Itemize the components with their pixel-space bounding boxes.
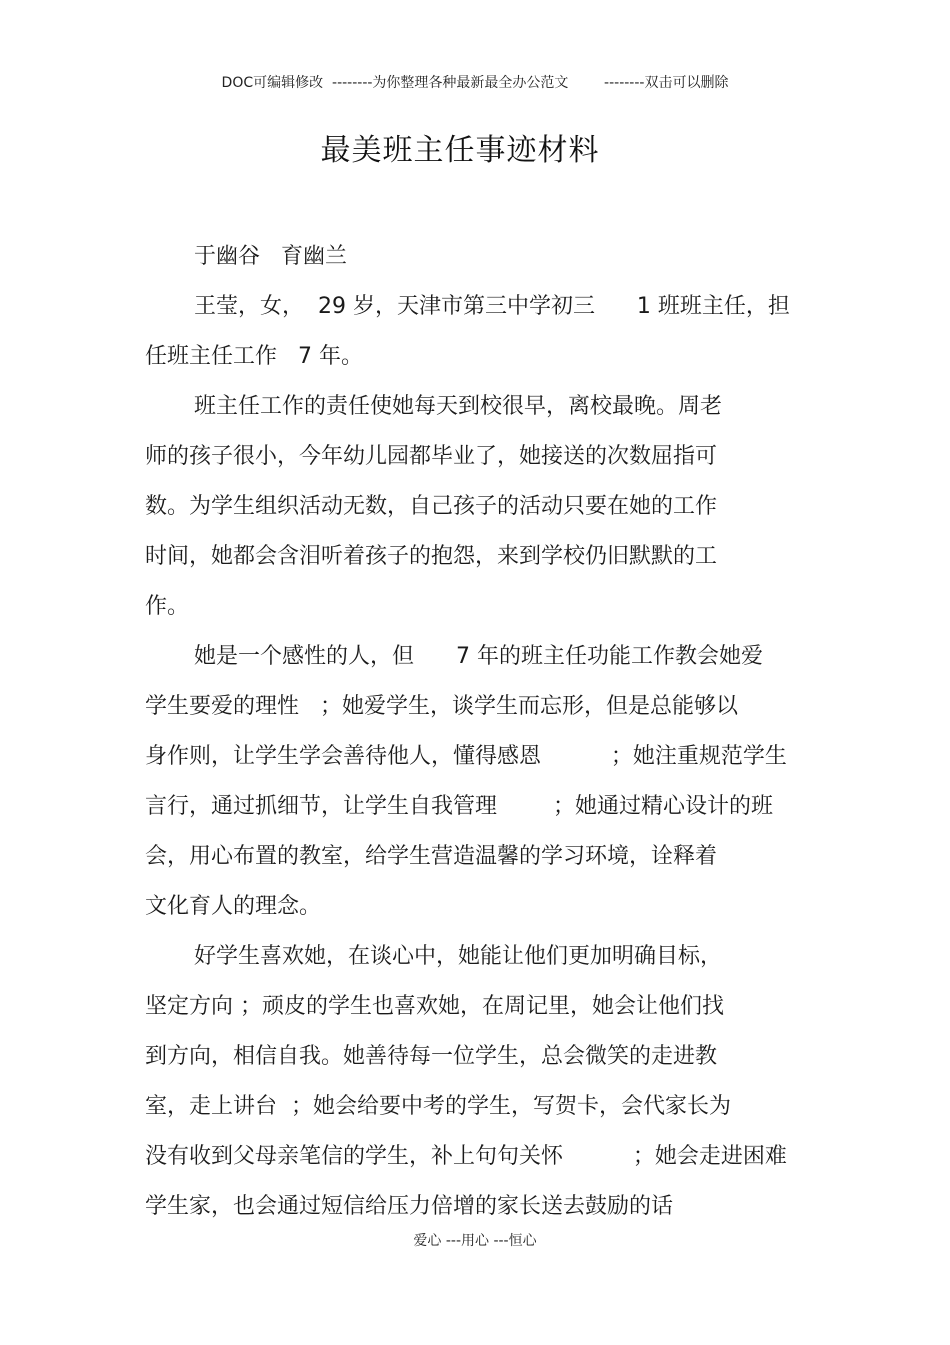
- body-line: 身作则，让学生学会善待他人，懂得感恩 ；她注重规范学生: [145, 744, 787, 769]
- body-line: 班主任工作的责任使她每天到校很早，离校最晚。周老: [194, 394, 723, 419]
- body-line: 坚定方向 ；顽皮的学生也喜欢她，在周记里，她会让他们找: [145, 994, 724, 1019]
- body-line: 时间，她都会含泪听着孩子的抱怨，来到学校仍旧默默的工: [145, 544, 718, 569]
- body-line: 数。为学生组织活动无数，自己孩子的活动只要在她的工作: [145, 494, 718, 519]
- body-line: 于幽谷 育幽兰: [194, 244, 347, 269]
- body-line: 王莹，女， 29 岁，天津市第三中学初三 1 班班主任，担: [194, 294, 790, 319]
- body-line: 到方向，相信自我。她善待每一位学生，总会微笑的走进教: [145, 1044, 718, 1069]
- body-line: 师的孩子很小，今年幼儿园都毕业了，她接送的次数屈指可: [145, 444, 718, 469]
- body-line: 她是一个感性的人，但 7 年的班主任功能工作教会她爱: [194, 644, 763, 669]
- body-line: 没有收到父母亲笔信的学生，补上句句关怀 ；她会走进困难: [145, 1144, 787, 1169]
- body-line: 文化育人的理念。: [145, 894, 322, 919]
- body-line: 学生要爱的理性 ；她爱学生，谈学生而忘形，但是总能够以: [145, 694, 738, 719]
- page-footer: 爱心 ---用心 ---恒心: [413, 1233, 537, 1249]
- body-line: 会，用心布置的教室，给学生营造温馨的学习环境，诠释着: [145, 844, 718, 869]
- body-line: 室，走上讲台 ；她会给要中考的学生，写贺卡，会代家长为: [145, 1094, 731, 1119]
- body-line: 任班主任工作 7 年。: [145, 344, 363, 369]
- body-line: 学生家，也会通过短信给压力倍增的家长送去鼓励的话: [145, 1194, 674, 1219]
- document-title: 最美班主任事迹材料: [320, 133, 600, 168]
- body-line: 作。: [145, 594, 190, 619]
- body-line: 好学生喜欢她，在谈心中，她能让他们更加明确目标，: [194, 944, 723, 969]
- body-line: 言行，通过抓细节，让学生自我管理 ；她通过精心设计的班: [145, 794, 773, 819]
- page-header: DOC可编辑修改 --------为你整理各种最新最全办公范文 --------双击可以删除: [221, 75, 729, 91]
